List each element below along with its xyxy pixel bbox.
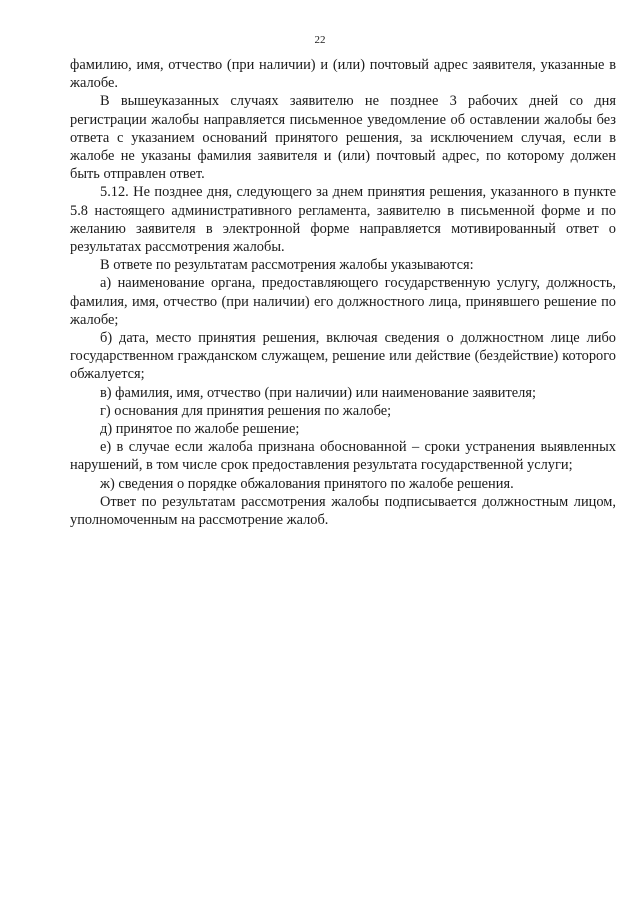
list-item-d: д) принятое по жалобе решение; bbox=[100, 421, 300, 438]
page-number: 22 bbox=[314, 34, 326, 46]
list-item-e: е) в случае если жалоба признана обоснованной – сроки устранения выявленных нарушений, в том числе срок предоставления результата государственной услуги; bbox=[70, 439, 616, 474]
list-item-a: а) наименование органа, предоставляющего государственную услугу, должность, фамилия, имя, отчество (при наличии) его должностного лица, принявшего решение по жалобе; bbox=[70, 275, 616, 328]
list-item-v: в) фамилия, имя, отчество (при наличии) или наименование заявителя; bbox=[100, 384, 536, 401]
paragraph-continuation: фамилию, имя, отчество (при наличии) и (или) почтовый адрес заявителя, указанные в жалобе. bbox=[70, 57, 616, 92]
paragraph-answer-intro: В ответе по результатам рассмотрения жалобы указываются: bbox=[100, 257, 474, 274]
list-item-zh: ж) сведения о порядке обжалования принятого по жалобе решения. bbox=[100, 475, 514, 492]
paragraph-5-12: 5.12. Не позднее дня, следующего за днем принятия решения, указанного в пункте 5.8 настоящего административного регламента, заявителю в письменной форме и по желанию заявителя в электронной форме направляется мотивированный ответ о результатах рассмотрения жалобы. bbox=[70, 184, 616, 256]
document-body bbox=[70, 56, 616, 529]
list-item-g: г) основания для принятия решения по жалобе; bbox=[100, 402, 392, 419]
paragraph-notification: В вышеуказанных случаях заявителю не позднее 3 рабочих дней со дня регистрации жалобы направляется письменное уведомление об оставлении жалобы без ответа с указанием оснований принятого решения, за исключением случая, если в жалобе не указаны фамилия заявителя и (или) почтовый адрес, по которому должен быть отправлен ответ. bbox=[70, 93, 616, 183]
list-item-b: б) дата, место принятия решения, включая сведения о должностном лице либо государственном гражданском служащем, решение или действие (бездействие) которого обжалуется; bbox=[70, 330, 616, 383]
paragraph-signature: Ответ по результатам рассмотрения жалобы подписывается должностным лицом, уполномоченным на рассмотрение жалоб. bbox=[70, 493, 616, 529]
